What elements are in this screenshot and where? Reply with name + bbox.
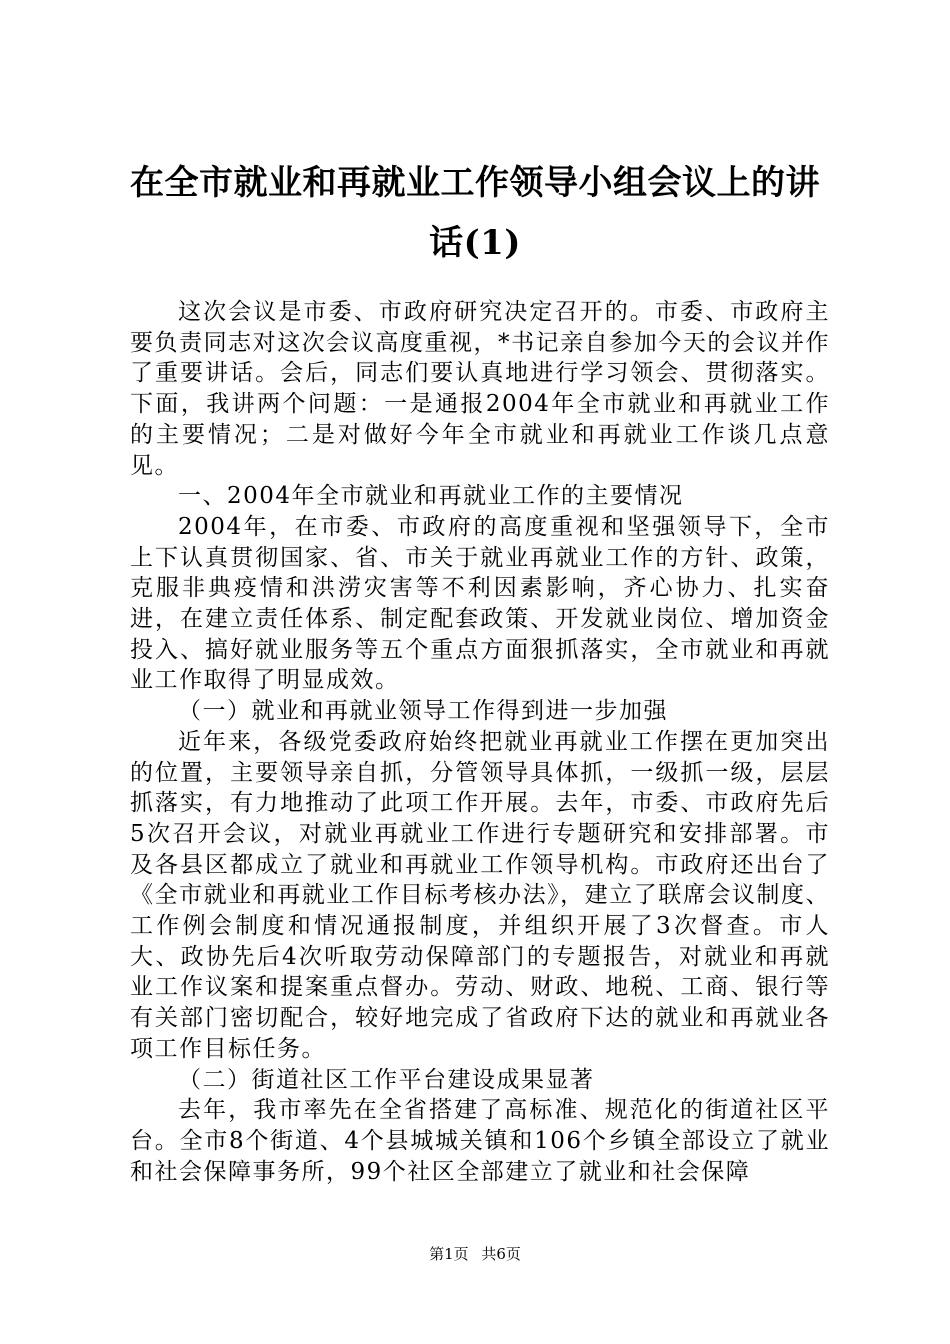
paragraph-overview: 2004年，在市委、市政府的高度重视和坚强领导下，全市上下认真贯彻国家、省、市关于就业再就业工作的方针、政策，克服非典疫情和洪涝灾害等不利因素影响，齐心协力、扎实奋进，在建立责任体系、制定配套政策、开发就业岗位、增加资金投入、搞好就业服务等五个重点方面狠抓落实，全市就业和再就业工作取得了明显成效。 (130, 513, 830, 694)
document-title-line-1: 在全市就业和再就业工作领导小组会议上的讲 (130, 163, 820, 203)
page-total: 共6页 (481, 1245, 521, 1263)
paragraph-leadership: 近年来，各级党委政府始终把就业再就业工作摆在更加突出的位置，主要领导亲自抓，分管领导具体抓，一级抓一级，层层抓落实，有力地推动了此项工作开展。去年，市委、市政府先后5次召开会议，对就业再就业工作进行专题研究和安排部署。市及各县区都成立了就业和再就业工作领导机构。市政府还出台了《全市就业和再就业工作目标考核办法》，建立了联席会议制度、工作例会制度和情况通报制度，并组织开展了3次督查。市人大、政协先后4次听取劳动保障部门的专题报告，对就业和再就业工作议案和提案重点督办。劳动、财政、地税、工商、银行等有关部门密切配合，较好地完成了省政府下达的就业和再就业各项工作目标任务。 (130, 728, 830, 1062)
document-body (130, 297, 830, 1187)
section-heading-1: 一、2004年全市就业和再就业工作的主要情况 (178, 483, 684, 510)
page-number: 第1页 (429, 1245, 469, 1263)
paragraph-community-platform: 去年，我市率先在全省搭建了高标准、规范化的街道社区平台。全市8个街道、4个县城城关镇和106个乡镇全部设立了就业和社会保障事务所，99个社区全部建立了就业和社会保障 (130, 1097, 830, 1185)
document-title-line-2: 话(1) (429, 223, 521, 263)
page-footer (0, 1244, 950, 1264)
subsection-heading-1: （一）就业和再就业领导工作得到进一步加强 (178, 698, 668, 725)
subsection-heading-2: （二）街道社区工作平台建设成果显著 (178, 1066, 595, 1093)
paragraph-intro: 这次会议是市委、市政府研究决定召开的。市委、市政府主要负责同志对这次会议高度重视，*书记亲自参加今天的会议并作了重要讲话。会后，同志们要认真地进行学习领会、贯彻落实。下面，我讲两个问题：一是通报2004年全市就业和再就业工作的主要情况；二是对做好今年全市就业和再就业工作谈几点意见。 (130, 299, 830, 479)
